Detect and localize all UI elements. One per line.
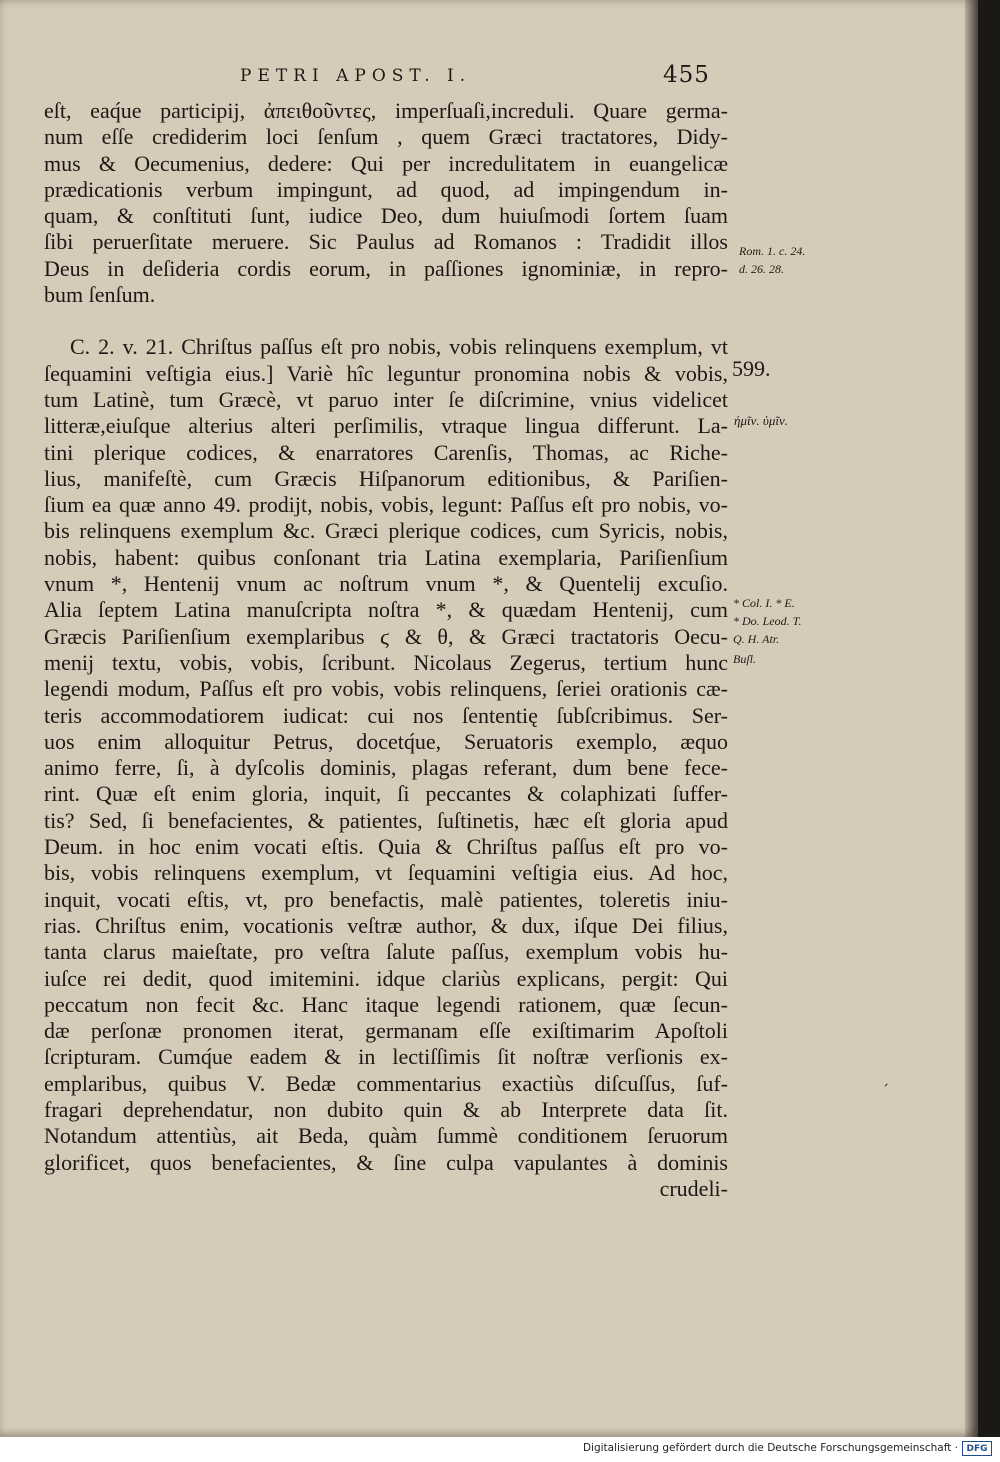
paragraph-gap bbox=[44, 308, 728, 334]
text-line: litteræ,eiuſque alterius alteri perſimilis, vtraque lingua differunt. La- bbox=[44, 413, 728, 439]
text-line: Notandum attentiùs, ait Beda, quàm ſummè conditionem ſeruorum bbox=[44, 1123, 728, 1149]
main-text-column bbox=[44, 98, 728, 1202]
text-line: ſium ea quæ anno 49. prodijt, nobis, vobis, legunt: Paſſus eſt pro nobis, vo- bbox=[44, 492, 728, 518]
dfg-logo-icon: DFG bbox=[962, 1441, 992, 1456]
text-line: legendi modum, Paſſus eſt pro vobis, vobis relinquens, ſeriei orationis cæ- bbox=[44, 676, 728, 702]
margin-sigla: Q. H. Atr. bbox=[733, 632, 780, 646]
text-line: vnum *, Hentenij vnum ac noſtrum vnum *, & Quentelij excuſio. bbox=[44, 571, 728, 597]
text-line: Græcis Pariſienſium exemplaribus ϛ & θ, & Græci tractatoris Oecu- bbox=[44, 623, 728, 649]
text-line: ſibi peruerſitate meruere. Sic Paulus ad Romanos : Tradidit illos bbox=[44, 229, 728, 255]
text-line: Deus in deſideria cordis eorum, in paſſiones ignominiæ, in repro- bbox=[44, 255, 728, 281]
text-line: num eſſe crediderim loci ſenſum , quem Græci tractatores, Didy- bbox=[44, 124, 728, 150]
text-line: nobis, habent: quibus conſonant tria Latina exemplaria, Pariſienſium bbox=[44, 544, 728, 570]
text-line: inquit, vocati eſtis, vt, pro benefactis, malè patientes, toleretis iniu- bbox=[44, 886, 728, 912]
text-line: uos enim alloquitur Petrus, docetq́ue, Seruatoris exemplo, æquo bbox=[44, 728, 728, 754]
text-line: ſequamini veſtigia eius.] Variè hîc leguntur pronomina nobis & vobis, bbox=[44, 360, 728, 386]
text-line: peccatum non fecit &c. Hanc itaque legendi rationem, quæ ſecun- bbox=[44, 991, 728, 1017]
margin-reference-verses: d. 26. 28. bbox=[739, 262, 784, 276]
margin-reference-romans: Rom. 1. c. 24. bbox=[739, 244, 806, 258]
text-line: Alia ſeptem Latina manuſcripta noſtra *, & quædam Hentenij, cum bbox=[44, 597, 728, 623]
text-line: rias. Chriſtus enim, vocationis veſtræ author, & dux, iſque Dei filius, bbox=[44, 912, 728, 938]
text-line: Deum. in hoc enim vocati eſtis. Quia & Chriſtus paſſus eſt pro vo- bbox=[44, 834, 728, 860]
text-line: tini plerique codices, & enarratores Carenſis, Thomas, ac Riche- bbox=[44, 439, 728, 465]
text-line: animo ferre, ſi, à dyſcolis dominis, plagas referant, dum bene fece- bbox=[44, 755, 728, 781]
text-line: glorificet, quos benefacientes, & ſine culpa vapulantes à dominis bbox=[44, 1149, 728, 1175]
margin-note-number: 599. bbox=[732, 356, 771, 381]
text-line: bis, vobis relinquens exemplum, vt ſequamini veſtigia eius. Ad hoc, bbox=[44, 860, 728, 886]
margin-sigla: * Do. Leod. T. bbox=[733, 614, 802, 628]
page-number: 455 bbox=[663, 62, 710, 88]
text-line: dæ perſonæ pronomen iterat, germanam eſſe exiſtimarim Apoſtoli bbox=[44, 1018, 728, 1044]
text-line: tanta clarus maieſtate, pro veſtra ſalute paſſus, exemplum vobis hu- bbox=[44, 939, 728, 965]
text-line: emplaribus, quibus V. Bedæ commentarius exactiùs diſcuſſus, ſuf- bbox=[44, 1070, 728, 1096]
text-line: menij textu, vobis, vobis, ſcribunt. Nicolaus Zegerus, tertium hunc bbox=[44, 649, 728, 675]
text-line: iuſce rei dedit, quod imitemini. idque clariùs explicans, pergit: Qui bbox=[44, 965, 728, 991]
text-line: fragari deprehendatur, non dubito quin & ab Interprete data ſit. bbox=[44, 1096, 728, 1122]
text-line: mus & Oecumenius, dedere: Qui per incredulitatem in euangelicæ bbox=[44, 150, 728, 176]
text-line: ſcripturam. Cumq́ue eadem & in lectiſſimis ſit noſtræ verſionis ex- bbox=[44, 1044, 728, 1070]
text-line: eſt, eaq́ue participij, ἀπειθοῦντες, imperſuaſi,increduli. Quare germa- bbox=[44, 98, 728, 123]
text-line: tum Latinè, tum Græcè, vt paruo inter ſe diſcrimine, vnius videlicet bbox=[44, 386, 728, 412]
digitization-footer bbox=[0, 1437, 1000, 1462]
page-edge-shadow bbox=[965, 0, 978, 1437]
text-line: tis? Sed, ſi benefacientes, & patientes, ſuſtinetis, hæc eſt gloria apud bbox=[44, 807, 728, 833]
running-title: PETRI APOST. I. bbox=[240, 66, 472, 86]
catchword: crudeli- bbox=[659, 1175, 728, 1201]
text-line: bis relinquens exemplum &c. Græci plerique codices, cum Syricis, nobis, bbox=[44, 518, 728, 544]
text-line: bum ſenſum. bbox=[44, 282, 156, 308]
text-line: quam, & conſtituti ſunt, iudice Deo, dum huiuſmodi ſortem ſuam bbox=[44, 203, 728, 229]
text-line: prædicationis verbum impingunt, ad quod, ad impingendum in- bbox=[44, 176, 728, 202]
text-line: teris accommodatiorem iudicat: cui nos ſententię ſubſcribimus. Ser- bbox=[44, 702, 728, 728]
text-line: rint. Quæ eſt enim gloria, inquit, ſi peccantes & colaphizati ſuffer- bbox=[44, 781, 728, 807]
text-line: lius, manifeſtè, cum Græcis Hiſpanorum editionibus, & Pariſien- bbox=[44, 465, 728, 491]
margin-greek-pronouns: ἡμῖν. ὑμῖν. bbox=[734, 413, 788, 428]
margin-sigla: * Col. I. * E. bbox=[733, 596, 795, 610]
funding-credit: Digitalisierung gefördert durch die Deutsche Forschungsgemeinschaft · bbox=[582, 1442, 958, 1454]
paper-speck: ˏ bbox=[882, 1071, 889, 1087]
running-head bbox=[0, 64, 978, 94]
text-line: C. 2. v. 21. Chriſtus paſſus eſt pro nobis, vobis relinquens exemplum, vt bbox=[70, 334, 728, 360]
margin-sigla: Buſl. bbox=[733, 652, 756, 666]
